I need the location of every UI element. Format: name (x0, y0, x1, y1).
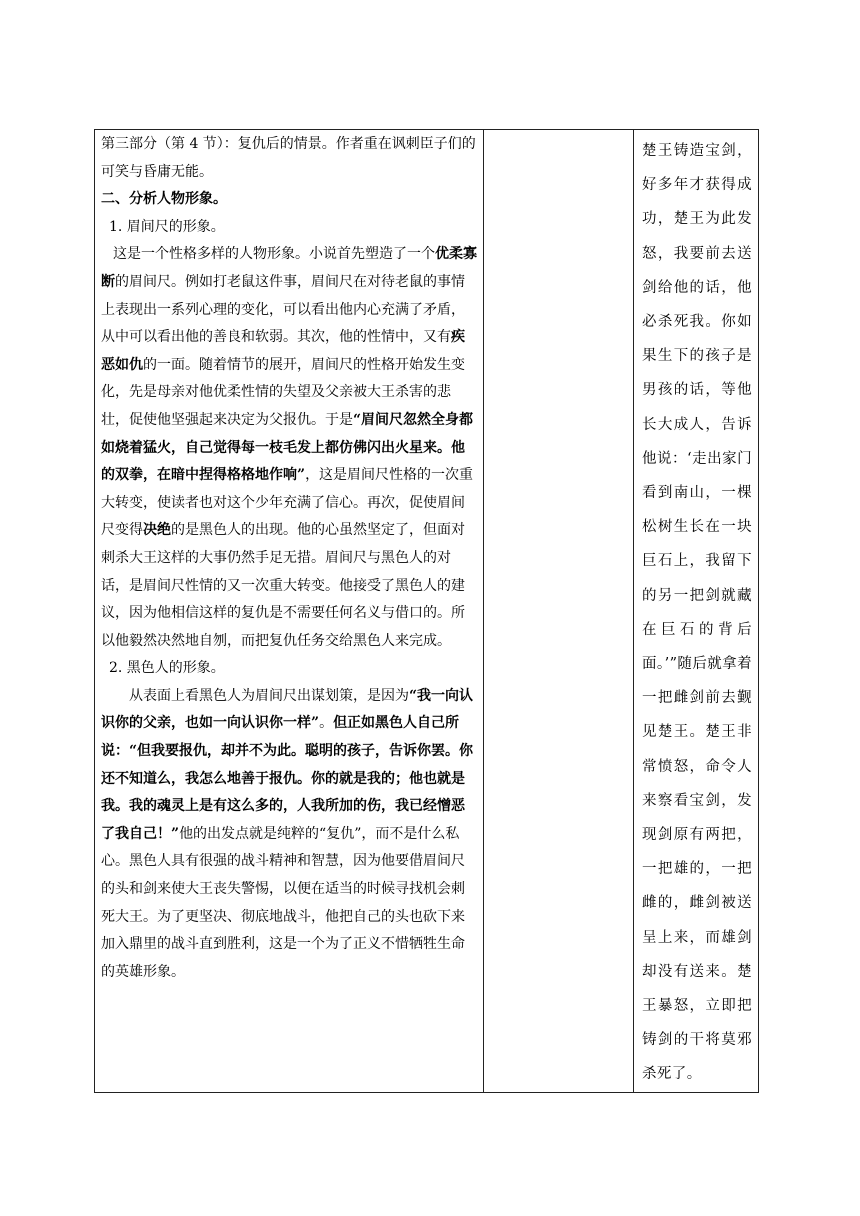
text-run-bold: “我一向认识你的父亲，也如一向认识你一样” (101, 687, 474, 732)
table-row (95, 130, 759, 1093)
text-run-bold: 优柔寡断 (101, 246, 477, 290)
text-run: ，这是眉间尺性格的一次重大转变，使读者也对这个少年充满了信心。再次，促使眉间尺变得 (101, 467, 474, 539)
text-run: 的是黑色人的出现。他的心虽然坚定了，但面对刺杀大王这样的大事仍然手足无措。眉间尺与黑色人的对话，是眉间尺性情的又一次重大转变。他接受了黑色人的建议，因为他相信这样的复仇是不需要任何名义与借口的。所以他毅然决然地自刎，而把复仇任务交给黑色人来完成。 (101, 522, 465, 649)
translation-cell (634, 130, 759, 1093)
lesson-table (94, 129, 759, 1093)
text-run-bold: “眉间尺忽然全身都如烧着猛火，自己觉得每一枝毛发上都仿佛闪出火星来。他的双拳，在暗中捏得格格地作响” (101, 411, 474, 484)
blank-cell (484, 130, 634, 1093)
text-run: 这是一个性格多样的人物形象。小说首先塑造了一个 (113, 246, 435, 263)
translation-text: 楚王铸造宝剑，好多年才获得成功，楚王为此发怒，我要前去送剑给他的话，他必杀死我。你如果生下的孩子是男孩的话，等他长大成人，告诉他说：‘走出家门看到南山，一棵松树生长在一块巨石上，我留下的另一把剑就藏在巨石的背后面。’”随后就拿着一把雌剑前去觐见楚王。楚王非常愤怒，命令人来察看宝剑，发现剑原有两把，一把雄的，一把雌的，雌剑被送呈上来，而雄剑却没有送来。楚王暴怒，立即把铸剑的干将莫邪杀死了。 (642, 143, 752, 1083)
analysis-cell (95, 130, 484, 1093)
item2-title: 2. 黑色人的形象。 (109, 660, 225, 677)
item1-title: 1. 眉间尺的形象。 (109, 218, 225, 235)
text-run-bold: 疾恶如仇 (101, 329, 465, 373)
text-run: 的眉间尺。例如打老鼠这件事，眉间尺在对待老鼠的事情上表现出一系列心理的变化，可以看出他内心充满了矛盾，从中可以看出他的善良和软弱。其次，他的性情中，又有 (101, 273, 465, 346)
text-run: 的一面。随着情节的展开，眉间尺的性格开始发生变化，先是母亲对他优柔性情的失望及父亲被大王杀害的悲壮，促使他坚强起来决定为父报仇。于是 (101, 356, 465, 428)
item1-paragraph (101, 241, 477, 655)
text-run-bold: 但正如黑色人自己所说：“但我要报仇，却并不为此。聪明的孩子，告诉你罢。你还不知道么，我怎么地善于报仇。你的就是我的；他也就是我。我的魂灵上是有这么多的，人我所加的伤，我已经憎恶了我自己！” (101, 715, 474, 842)
section-three-text: 第三部分（第 4 节）：复仇后的情景。作者重在讽刺臣子们的可笑与昏庸无能。 (101, 136, 476, 180)
item2-paragraph (101, 683, 477, 987)
text-run: 从表面上看黑色人为眉间尺出谋划策，是因为 (129, 687, 409, 704)
text-run: 。 (319, 715, 334, 732)
text-run: 他的出发点就是纯粹的“复仇”，而不是什么私心。黑色人具有很强的战斗精神和智慧，因为他要借眉间尺的头和剑来使大王丧失警惕，以便在适当的时候寻找机会刺死大王。为了更坚决、彻底地战斗，他把自己的头也砍下来加入鼎里的战斗直到胜利，这是一个为了正义不惜牺牲生命的英雄形象。 (101, 825, 465, 980)
heading-analyze-characters: 二、分析人物形象。 (101, 191, 227, 208)
text-run-bold: 决绝 (143, 522, 171, 539)
